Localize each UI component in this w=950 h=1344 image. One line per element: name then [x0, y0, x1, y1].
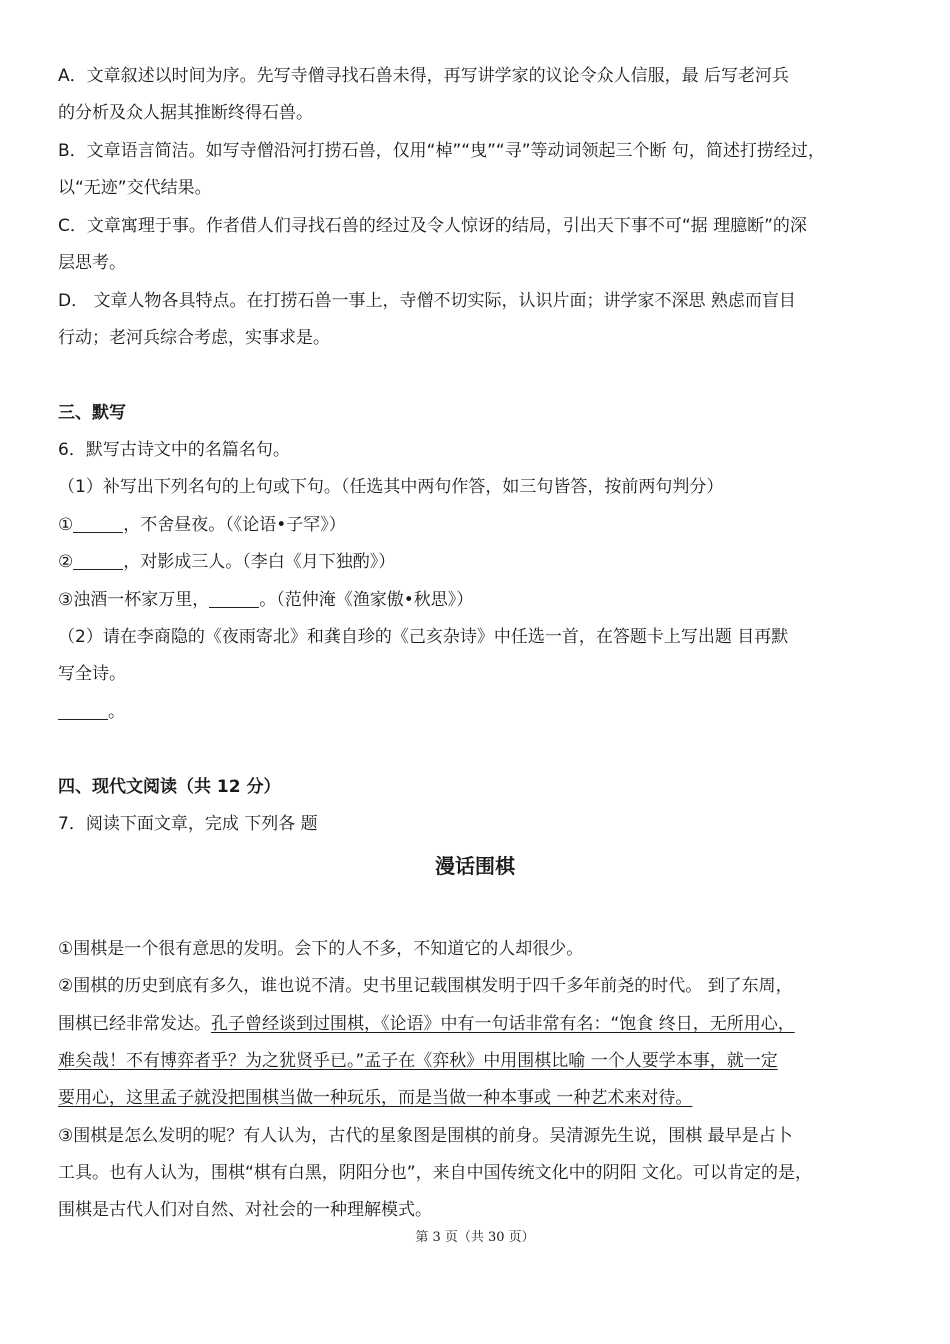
article-paragraph-2-line1: ②围棋的历史到底有多久，谁也说不清。史书里记载围棋发明于四千多年前尧的时代。 到了东周， — [58, 976, 793, 996]
fill-item-3-prefix: ③浊酒一杯家万里， — [58, 590, 210, 610]
paragraph-2-underlined-text: 孔子曾经谈到过围棋，《论语》中有一句话非常有名：“饱食 终日，无所用心， — [211, 1014, 795, 1034]
option-d-line2: 行动；老河兵综合考虑，实事求是。 — [58, 328, 330, 348]
question6-part2-line1: （2）请在李商隐的《夜雨寄北》和龚自珍的《己亥杂诗》中任选一首，在答题卡上写出题 目再默 — [58, 627, 789, 647]
article-paragraph-3-line3: 围棋是古代人们对自然、对社会的一种理解模式。 — [58, 1200, 432, 1220]
paragraph-2-plain-text: 围棋已经非常发达。 — [58, 1014, 211, 1034]
answer-blank-1[interactable] — [73, 514, 123, 533]
option-b-line1: B．文章语言简洁。如写寺僧沿河打捞石兽，仅用“棹”“曳”“寻”等动词领起三个断 句，简述打捞经过， — [58, 141, 825, 161]
article-paragraph-2-line2 — [58, 1012, 908, 1036]
answer-blank-3[interactable] — [209, 589, 259, 608]
question6-stem: 6．默写古诗文中的名篇名句。 — [58, 440, 290, 460]
poem-answer-end: 。 — [108, 702, 125, 722]
question7-stem: 7．阅读下面文章，完成 下列各 题 — [58, 814, 318, 834]
fill-item-1-number: ① — [58, 515, 74, 535]
option-c-line1: C．文章寓理于事。作者借人们寻找石兽的经过及令人惊讶的结局，引出天下事不可“据 理臆断”的深 — [58, 216, 807, 236]
fill-item-2-text: ，对影成三人。（李白《月下独酌》） — [123, 552, 396, 572]
article-paragraph-2-line4: 要用心，这里孟子就没把围棋当做一种玩乐，而是当做一种本事或 一种艺术来对待。 — [58, 1088, 693, 1108]
option-b-line2: 以“无迹”交代结果。 — [58, 178, 212, 198]
question6-part1: （1）补写出下列名句的上句或下句。（任选其中两句作答，如三句皆答，按前两句判分） — [58, 477, 724, 497]
answer-blank-2[interactable] — [73, 551, 123, 570]
page-footer: 第 3 页（共 30 页） — [415, 1230, 535, 1245]
fill-item-1 — [58, 513, 908, 537]
fill-item-3 — [58, 588, 908, 612]
article-title: 漫话围棋 — [435, 854, 515, 878]
question6-part2-line2: 写全诗。 — [58, 664, 126, 684]
poem-answer-line — [58, 700, 908, 724]
article-paragraph-3-line1: ③围棋是怎么发明的呢？有人认为，古代的星象图是围棋的前身。吴清源先生说，围棋 最早是占卜 — [58, 1126, 793, 1146]
option-a-line1: A．文章叙述以时间为序。先写寺僧寻找石兽未得，再写讲学家的议论令众人信服，最 后写老河兵 — [58, 66, 790, 86]
option-a-line2: 的分析及众人据其推断终得石兽。 — [58, 103, 313, 123]
section4-heading: 四、现代文阅读（共 12 分） — [58, 777, 281, 797]
section3-heading: 三、默写 — [58, 403, 126, 423]
article-paragraph-1: ①围棋是一个很有意思的发明。会下的人不多，不知道它的人却很少。 — [58, 939, 584, 959]
fill-item-3-suffix: 。（范仲淹《渔家傲•秋思》） — [259, 590, 474, 610]
fill-item-1-text: ，不舍昼夜。（《论语•子罕》） — [123, 515, 346, 535]
option-d-line1: D． 文章人物各具特点。在打捞石兽一事上，寺僧不切实际，认识片面；讲学家不深思 熟虑而盲目 — [58, 291, 796, 311]
article-paragraph-3-line2: 工具。也有人认为，围棋“棋有白黑，阴阳分也”，来自中国传统文化中的阴阳 文化。可以肯定的是， — [58, 1163, 813, 1183]
option-c-line2: 层思考。 — [58, 253, 126, 273]
article-paragraph-2-line3: 难矣哉！不有博弈者乎？为之犹贤乎已。”孟子在《弈秋》中用围棋比喻 一个人要学本事，就一定 — [58, 1051, 778, 1071]
answer-blank-poem[interactable] — [58, 701, 108, 720]
fill-item-2 — [58, 550, 908, 574]
fill-item-2-number: ② — [58, 552, 74, 572]
